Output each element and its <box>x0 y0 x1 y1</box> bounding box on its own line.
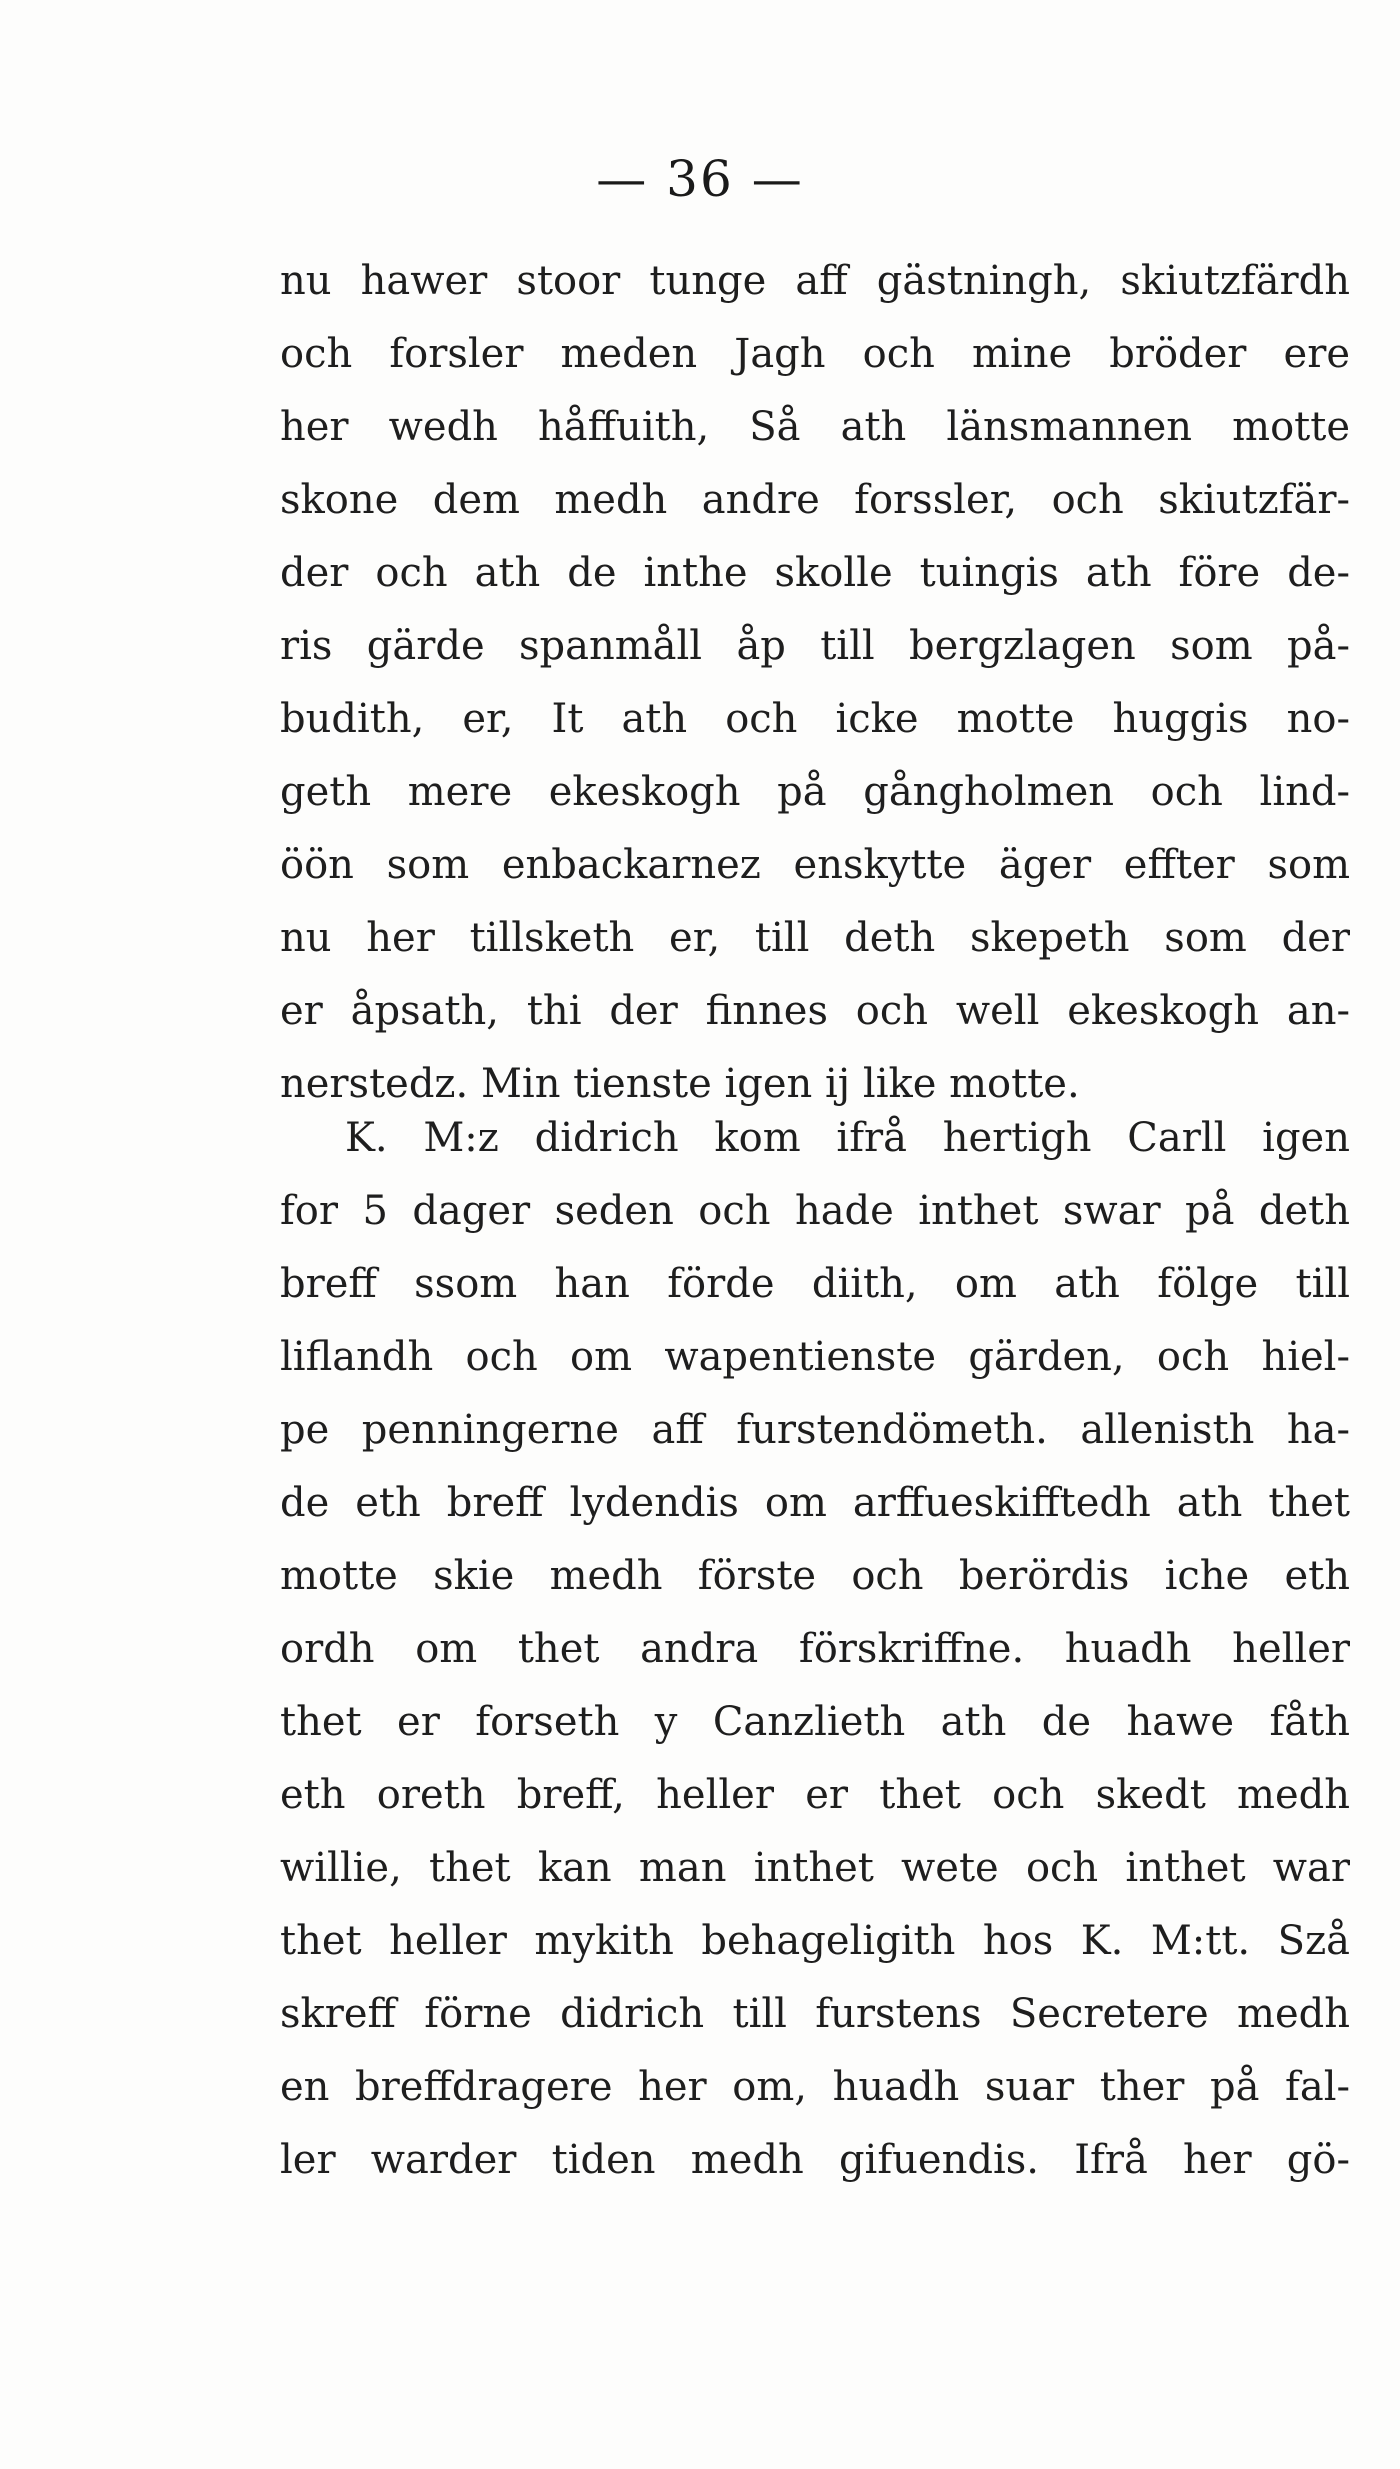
text-line: her wedh håffuith, Så ath länsmannen motte <box>280 404 1350 450</box>
text-line: K. M:z didrich kom ifrå hertigh Carll igen <box>345 1115 1350 1161</box>
text-line: budith, er, It ath och icke motte huggis no- <box>280 696 1350 742</box>
text-line: thet heller mykith behageligith hos K. M:tt. Szå <box>280 1918 1350 1964</box>
text-line: geth mere ekeskogh på gångholmen och lind- <box>280 769 1350 815</box>
text-line: for 5 dager seden och hade inthet swar på deth <box>280 1188 1350 1234</box>
text-line: ordh om thet andra förskriffne. huadh heller <box>280 1626 1350 1672</box>
text-line: ler warder tiden medh gifuendis. Ifrå her gö- <box>280 2137 1350 2183</box>
text-line: och forsler meden Jagh och mine bröder ere <box>280 331 1350 377</box>
text-line: skone dem medh andre forssler, och skiutzfär- <box>280 477 1350 523</box>
page-number-header: — 36 — <box>596 150 804 208</box>
text-line: der och ath de inthe skolle tuingis ath före de- <box>280 550 1350 596</box>
text-line: motte skie medh förste och berördis iche eth <box>280 1553 1350 1599</box>
text-line: ris gärde spanmåll åp till bergzlagen som på- <box>280 623 1350 669</box>
text-line: nerstedz. Min tienste igen ij like motte. <box>280 1061 1080 1107</box>
paragraph-1 <box>280 245 1350 1121</box>
text-line: willie, thet kan man inthet wete och inthet war <box>280 1845 1350 1891</box>
text-line: er åpsath, thi der finnes och well ekeskogh an- <box>280 988 1350 1034</box>
text-line: nu hawer stoor tunge aff gästningh, skiutzfärdh <box>280 258 1350 304</box>
text-line: nu her tillsketh er, till deth skepeth som der <box>280 915 1350 961</box>
paragraph-2 <box>280 1102 1350 2197</box>
text-line: pe penningerne aff furstendömeth. allenisth ha- <box>280 1407 1350 1453</box>
text-line: öön som enbackarnez enskytte äger effter som <box>280 842 1350 888</box>
text-line: de eth breff lydendis om arffueskifftedh ath thet <box>280 1480 1350 1526</box>
text-line: liflandh och om wapentienste gärden, och hiel- <box>280 1334 1350 1380</box>
text-line: breff ssom han förde diith, om ath fölge till <box>280 1261 1350 1307</box>
text-line: en breffdragere her om, huadh suar ther på fal- <box>280 2064 1350 2110</box>
text-line: skreff förne didrich till furstens Secretere medh <box>280 1991 1350 2037</box>
text-line: eth oreth breff, heller er thet och skedt medh <box>280 1772 1350 1818</box>
text-line: thet er forseth y Canzlieth ath de hawe fåth <box>280 1699 1350 1745</box>
